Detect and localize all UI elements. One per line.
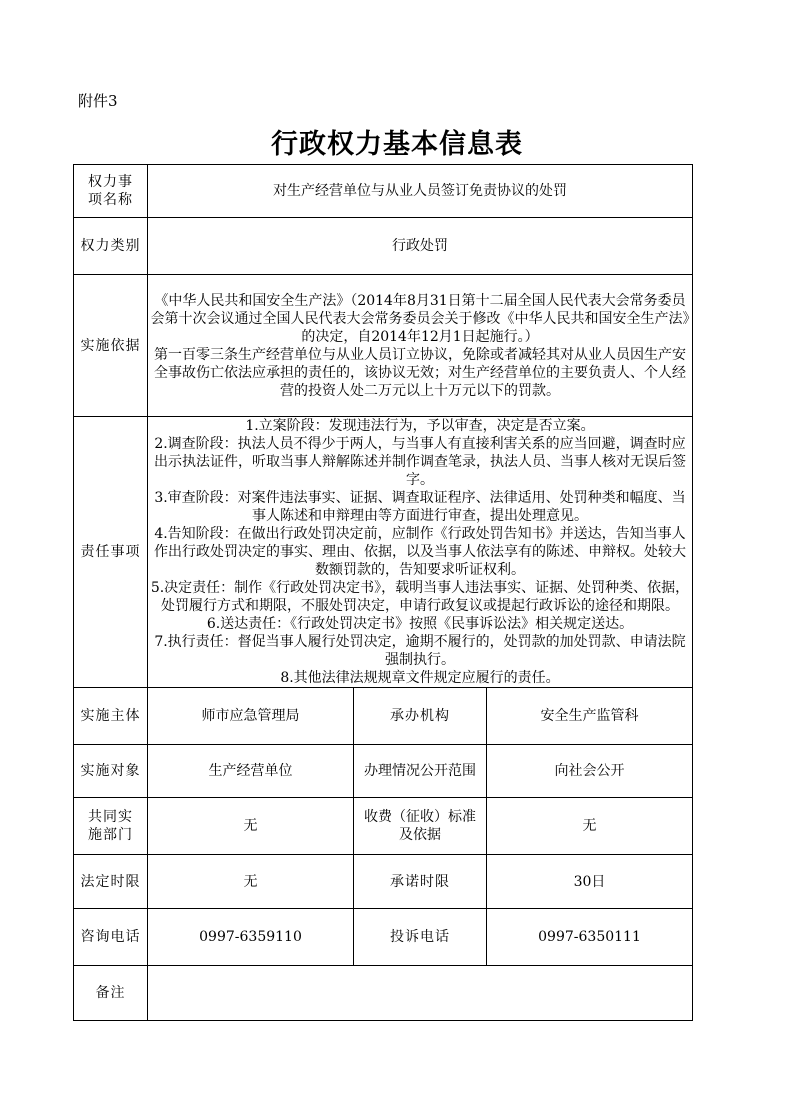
row-item-name <box>74 165 693 218</box>
remarks-value <box>148 966 693 1021</box>
fee-label: 收费（征收）标准及依据 <box>354 798 487 855</box>
joint-value: 无 <box>148 798 354 855</box>
row-time-limit <box>74 855 693 909</box>
basis-paragraph: 第一百零三条生产经营单位与从业人员订立协议，免除或者减轻其对从业人员因生产安全事故伤亡依法应承担的责任的，该协议无效；对生产经营单位的主要负责人、个人经营的投资人处二万元以上十万元以下的罚款。 <box>154 346 686 399</box>
subject-label: 实施主体 <box>74 688 148 745</box>
consult-phone-value: 0997-6359110 <box>148 909 354 966</box>
page-title: 行政权力基本信息表 <box>271 129 523 160</box>
row-joint <box>74 798 693 855</box>
promise-limit-value: 30日 <box>487 855 693 909</box>
joint-label: 共同实施部门 <box>74 798 148 855</box>
target-value: 生产经营单位 <box>148 745 354 798</box>
row-target <box>74 745 693 798</box>
attachment-label: 附件3 <box>78 92 118 110</box>
row-basis <box>74 275 693 417</box>
time-limit-label: 法定时限 <box>74 855 148 909</box>
responsibility-item: 5.决定责任：制作《行政处罚决定书》，载明当事人违法事实、证据、处罚种类、依据，处罚履行方式和期限，不服处罚决定，申请行政复议或提起行政诉讼的途径和期限。 <box>150 580 690 614</box>
row-subject <box>74 688 693 745</box>
row-responsibility <box>74 417 693 688</box>
responsibility-label: 责任事项 <box>74 417 148 688</box>
responsibility-item: 6.送达责任：《行政处罚决定书》按照《民事诉讼法》相关规定送达。 <box>206 616 634 632</box>
basis-paragraph: 《中华人民共和国安全生产法》（2014年8月31日第十二届全国人民代表大会常务委员会第十次会议通过全国人民代表大会常务委员会关于修改《中华人民共和国安全生产法》的决定，自2014年12月1日起施行。） <box>150 292 690 345</box>
complaint-phone-label: 投诉电话 <box>354 909 487 966</box>
agency-value: 安全生产监管科 <box>487 688 693 745</box>
category-label: 权力类别 <box>74 218 148 275</box>
responsibility-text <box>148 417 693 688</box>
item-name-label: 权力事项名称 <box>74 165 148 218</box>
category-value: 行政处罚 <box>148 218 693 275</box>
disclosure-label: 办理情况公开范围 <box>354 745 487 798</box>
fee-value: 无 <box>487 798 693 855</box>
complaint-phone-value: 0997-6350111 <box>487 909 693 966</box>
responsibility-item: 8.其他法律法规规章文件规定应履行的责任。 <box>280 670 560 686</box>
item-name-value: 对生产经营单位与从业人员签订免责协议的处罚 <box>148 165 693 218</box>
basis-label: 实施依据 <box>74 275 148 417</box>
responsibility-item: 4.告知阶段：在做出行政处罚决定前，应制作《行政处罚告知书》并送达，告知当事人作出行政处罚决定的事实、理由、依据，以及当事人依法享有的陈述、申辩权。处较大数额罚款的，告知要求听证权利。 <box>154 526 686 578</box>
subject-value: 师市应急管理局 <box>148 688 354 745</box>
info-table <box>73 164 693 1021</box>
consult-phone-label: 咨询电话 <box>74 909 148 966</box>
remarks-label: 备注 <box>74 966 148 1021</box>
time-limit-value: 无 <box>148 855 354 909</box>
disclosure-value: 向社会公开 <box>487 745 693 798</box>
row-remarks <box>74 966 693 1021</box>
responsibility-item: 7.执行责任：督促当事人履行处罚决定，逾期不履行的，处罚款的加处罚款、申请法院强制执行。 <box>154 634 686 668</box>
row-category <box>74 218 693 275</box>
agency-label: 承办机构 <box>354 688 487 745</box>
basis-text <box>148 275 693 417</box>
target-label: 实施对象 <box>74 745 148 798</box>
responsibility-item: 3.审查阶段：对案件违法事实、证据、调查取证程序、法律适用、处罚种类和幅度、当事人陈述和申辩理由等方面进行审查，提出处理意见。 <box>154 490 686 524</box>
responsibility-item: 2.调查阶段：执法人员不得少于两人，与当事人有直接利害关系的应当回避，调查时应出示执法证件，听取当事人辩解陈述并制作调查笔录，执法人员、当事人核对无误后签字。 <box>154 436 686 488</box>
row-phone <box>74 909 693 966</box>
responsibility-item: 1.立案阶段：发现违法行为，予以审查，决定是否立案。 <box>245 418 595 434</box>
promise-limit-label: 承诺时限 <box>354 855 487 909</box>
